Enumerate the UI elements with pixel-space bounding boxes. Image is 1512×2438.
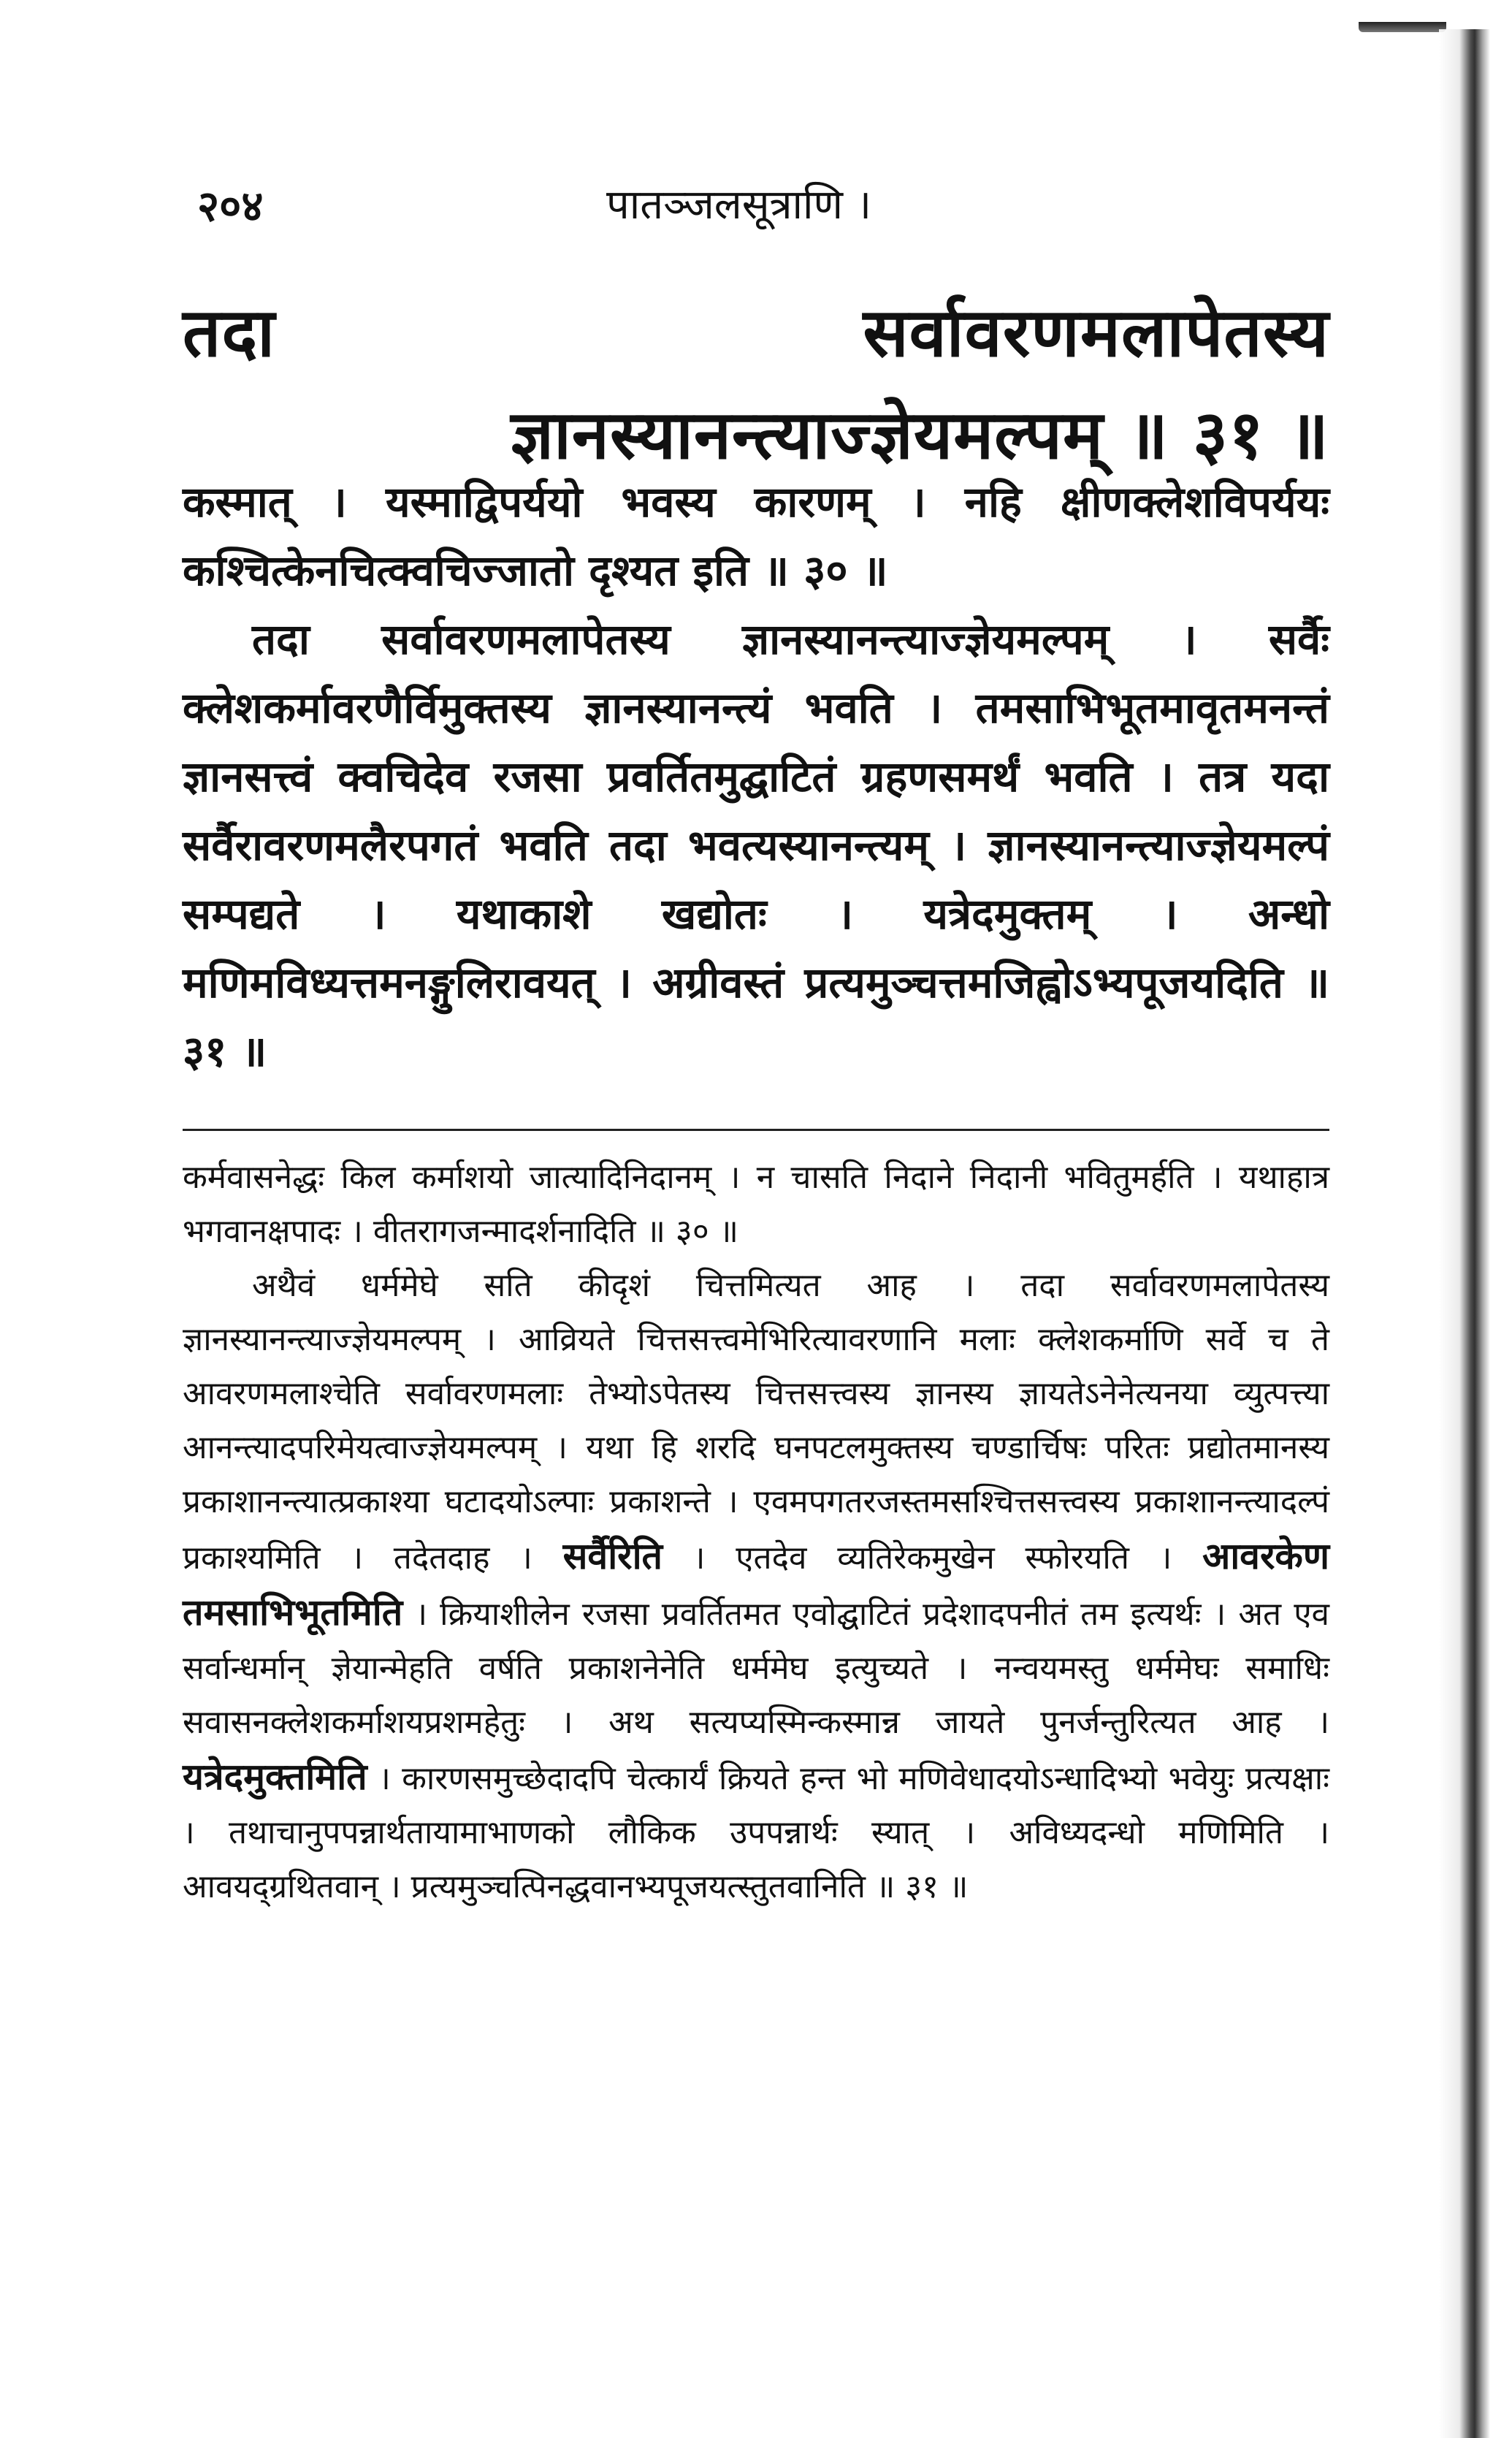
bhashya-block (183, 468, 1329, 1086)
commentary-text-a: अथैवं धर्ममेघे सति कीदृशं चित्तमित्यत आह । तदा सर्वावरणमलापेतस्य ज्ञानस्यानन्त्याज्ज्ञेयमल्पम् । आव्रियते चित्तसत्त्वमेभिरित्यावरणानि मलाः क्लेशकर्माणि सर्वे च ते आवरणमलाश्चेति सर्वावरणमलाः तेभ्योऽपेतस्य चित्तसत्त्वस्य ज्ञानस्य ज्ञायतेऽनेनेत्यनया व्युत्पत्त्या आनन्त्यादपरिमेयत्वाज्ज्ञेयमल्पम् । यथा हि शरदि घनपटलमुक्तस्य चण्डार्चिषः परितः प्रद्योतमानस्य प्रकाशानन्त्यात्प्रकाश्या घटादयोऽल्पाः प्रकाशन्ते । एवमपगतरजस्तमसश्चित्तसत्त्वस्य प्रकाशानन्त्यादल्पं प्रकाश्यमिति । तदेतदाह । (183, 1267, 1329, 1577)
commentary-lemma-1: सर्वैरिति (562, 1534, 663, 1577)
commentary-text-d: । कारणसमुच्छेदादपि चेत्कार्यं क्रियते हन्त भो मणिवेधादयोऽन्धादिभ्यो भवेयुः प्रत्यक्षाः । तथाचानुपपन्नार्थतायामाभाणको लौकिक उपपन्नार्थः स्यात् । अविध्यदन्धो मणिमिति । आवयद्ग्रथितवान् । प्रत्यमुञ्चत्पिनद्धवानभ्यपूजयत्स्तुतवानिति ॥ ३१ ॥ (183, 1760, 1329, 1905)
running-title: पातञ्जलसूत्राणि । (606, 181, 872, 229)
binding-edge-top (1359, 22, 1446, 32)
page-header (197, 175, 1329, 241)
commentary-lemma-3: यत्रेदमुक्तमिति (183, 1755, 367, 1798)
commentary-text-b: । एतदेव व्यतिरेकमुखेन स्फोरयति । (692, 1539, 1172, 1577)
commentary-text-c: । क्रियाशीलेन रजसा प्रवर्तितमत एवोद्घाटितं प्रदेशादपनीतं तम इत्यर्थः । अत एव सर्वान्धर्मान् ज्ञेयान्मेहति वर्षति प्रकाशनेनेति धर्ममेघ इत्युच्यते । नन्वयमस्तु धर्ममेघः समाधिः सवासनक्लेशकर्माशयप्रशमहेतुः । अथ सत्यप्यस्मिन्कस्मान्न जायते पुनर्जन्तुरित्यत आह । (183, 1596, 1329, 1741)
commentary-lemma-2: आवरकेण तमसाभिभूतमिति (183, 1534, 1329, 1634)
commentary-para-2 (183, 1259, 1329, 1914)
commentary-block (183, 1151, 1329, 1914)
divider-rule (183, 1129, 1329, 1131)
sutra-text: तदा सर्वावरणमलापेतस्य ज्ञानस्यानन्त्याज्ज्ञेयमल्पम् ॥ ३१ ॥ (183, 293, 1329, 474)
commentary-para-1: कर्मवासनेद्धः किल कर्माशयो जात्यादिनिदानम् । न चासति निदाने निदानी भवितुमर्हति । यथाहात्र भगवानक्षपादः । वीतरागजन्मादर्शनादिति ॥ ३० ॥ (183, 1159, 1329, 1250)
page-number: २०४ (197, 181, 264, 231)
bhashya-main: तदा सर्वावरणमलापेतस्य ज्ञानस्यानन्त्याज्ज्ञेयमल्पम् । सर्वैः क्लेशकर्मावरणैर्विमुक्तस्य ज्ञानस्यानन्त्यं भवति । तमसाभिभूतमावृतमनन्तं ज्ञानसत्त्वं क्वचिदेव रजसा प्रवर्तितमुद्घाटितं ग्रहणसमर्थं भवति । तत्र यदा सर्वैरावरणमलैरपगतं भवति तदा भवत्यस्यानन्त्यम् । ज्ञानस्यानन्त्याज्ज्ञेयमल्पं सम्पद्यते । यथाकाशे खद्योतः । यत्रेदमुक्तम् । अन्धो मणिमविध्यत्तमनङ्गुलिरावयत् । अग्रीवस्तं प्रत्यमुञ्चत्तमजिह्वोऽभ्यपूजयदिति ॥ ३१ ॥ (183, 614, 1329, 1076)
bhashya-prev-end: कस्मात् । यस्माद्विपर्ययो भवस्य कारणम् । नहि क्षीणक्लेशविपर्ययः कश्चित्केनचित्क्वचिज्जातो दृश्यत इति ॥ ३० ॥ (183, 477, 1329, 595)
binding-edge (1439, 29, 1490, 2438)
